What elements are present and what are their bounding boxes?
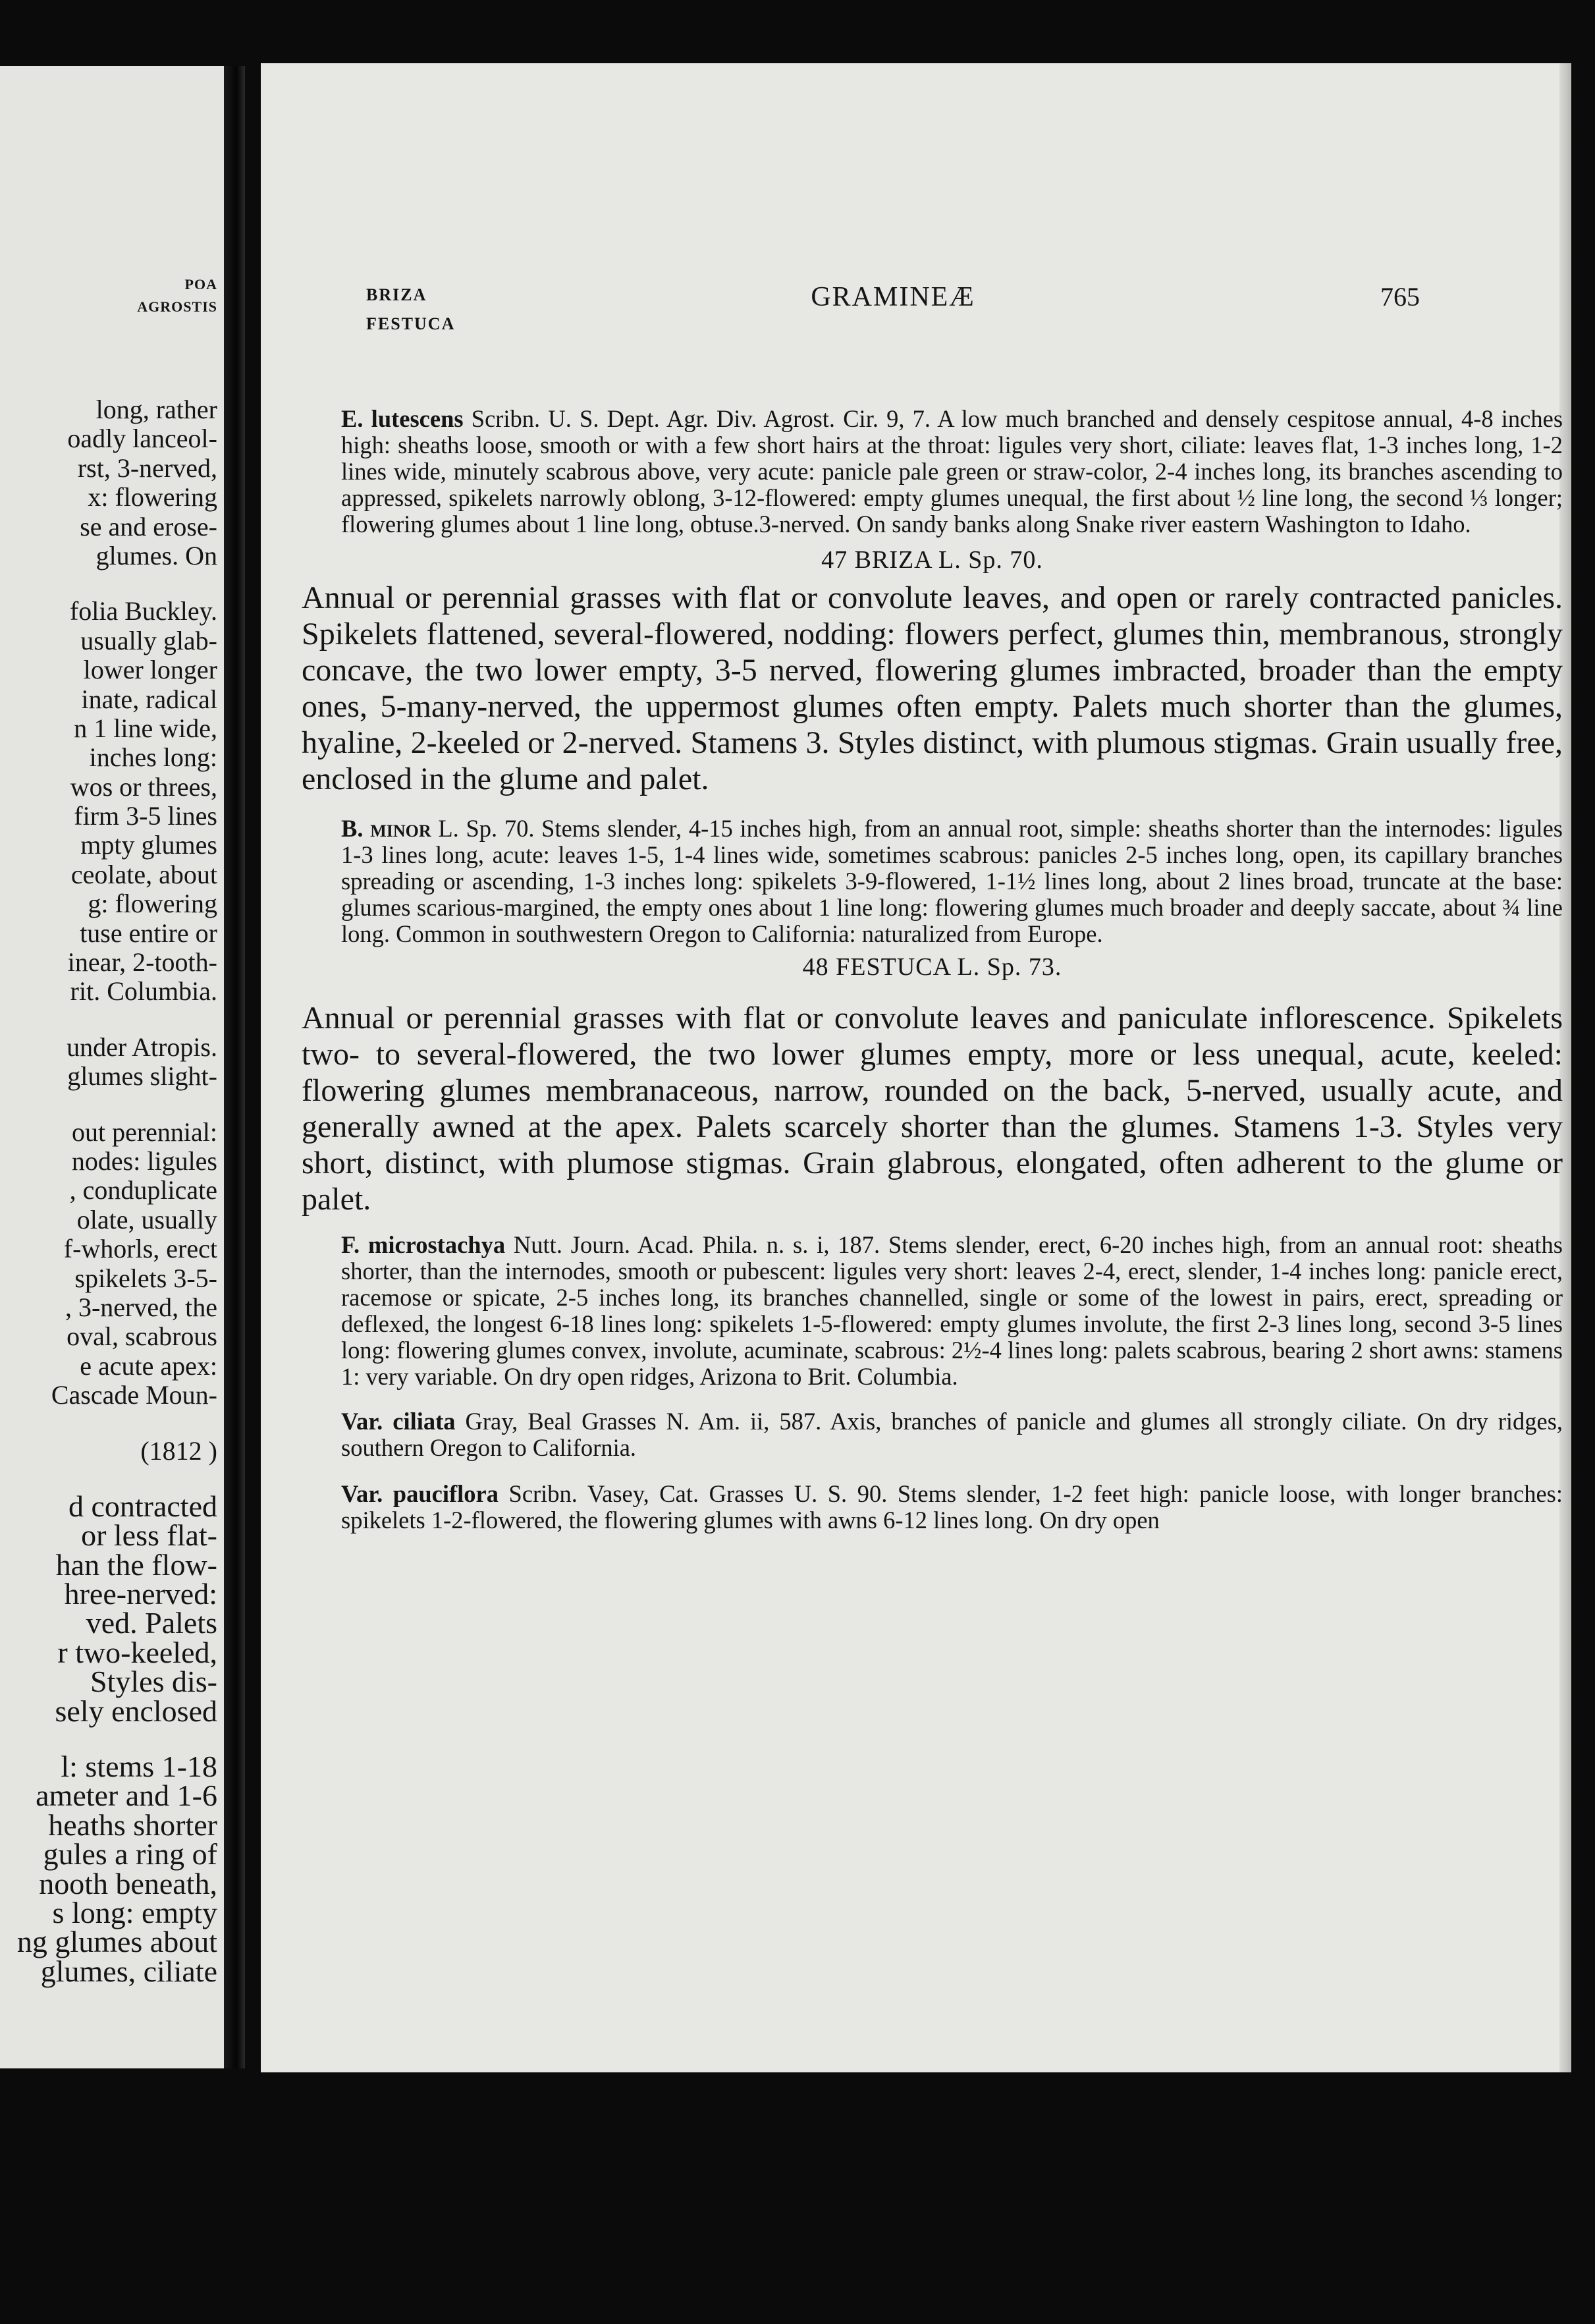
left-header-line: AGROSTIS — [137, 298, 217, 315]
left-page-line: inches long: — [89, 742, 217, 773]
left-page-line: out perennial: — [71, 1117, 217, 1147]
variety-text: Scribn. Vasey, Cat. Grasses U. S. 90. Stems slender, 1-2 feet high: panicle loose, with longer branches: spikelets 1-2-flowered, the flowering glumes with awns 6-12 lines long. On dry open — [341, 1480, 1563, 1534]
running-head-genus: FESTUCA — [366, 314, 456, 333]
left-page-gap — [0, 1410, 217, 1437]
left-header-line: POA — [184, 276, 217, 292]
page-number: 765 — [1380, 282, 1420, 312]
left-page-line: mpty glumes — [80, 830, 217, 860]
left-page-line: , 3-nerved, the — [65, 1292, 217, 1322]
left-page-line: n 1 line wide, — [74, 713, 217, 743]
left-page-line: se and erose- — [80, 511, 217, 541]
left-page-line: tuse entire or — [80, 918, 217, 948]
left-page-line: glumes, ciliate — [40, 1954, 217, 1988]
left-page-line: usually glab- — [80, 625, 217, 655]
left-page-line: x: flowering — [88, 482, 217, 512]
variety-entry-ciliata — [302, 1408, 1563, 1461]
variety-label: Var. — [341, 1480, 383, 1507]
species-entry-e-lutescens — [302, 406, 1563, 538]
running-head-title: GRAMINEÆ — [811, 282, 975, 312]
left-page-line: inear, 2-tooth- — [67, 947, 217, 978]
left-page-text — [0, 395, 217, 1986]
species-entry-b-minor — [302, 816, 1563, 947]
left-page-line: oval, scabrous — [67, 1321, 217, 1352]
left-page-line: ceolate, about — [70, 859, 217, 889]
genus-heading-festuca: 48 FESTUCA L. Sp. 73. — [802, 953, 1062, 981]
left-page-line: wos or threes, — [70, 771, 217, 802]
left-page-line: long, rather — [95, 395, 217, 424]
left-page-line: spikelets 3-5- — [74, 1263, 217, 1293]
left-page-line: heaths shorter — [48, 1808, 217, 1842]
left-page-line: sely enclosed — [55, 1694, 217, 1728]
left-page-gap — [0, 1726, 217, 1752]
species-label: B. — [341, 815, 364, 842]
left-page-line: gules a ring of — [43, 1837, 217, 1871]
species-name: microstachya — [367, 1231, 506, 1258]
left-page-line: firm 3-5 lines — [74, 801, 217, 831]
genus-heading-briza: 47 BRIZA L. Sp. 70. — [821, 546, 1043, 574]
left-page-line: lower longer — [83, 655, 217, 685]
running-head — [366, 281, 1420, 353]
left-page-line: glumes. On — [95, 540, 217, 570]
left-page-line: s long: empty — [52, 1895, 217, 1929]
left-page-gap — [0, 1007, 217, 1033]
species-text: Nutt. Journ. Acad. Phila. n. s. i, 187. Stems slender, erect, 6-20 inches high, from an annual root: sheaths shorter, than the internodes, smooth or pubescent: ligules very short: leaves 2-4, erect, slender, 1-4 inches long: panicle erect, racemose or spicate, 2-5 inches long, its branches channelled, single or some of the lowest in pairs, erect, spreading or deflexed, the longest 6-18 lines long: spikelets 1-5-flowered: empty glumes involute, the first 2-3 lines long, second 3-5 lines long: flowering glumes convex, involute, acuminate, scabrous: 2½-4 lines long: palets scabrous, bearing 2 short awns: stamens 1: very variable. On dry open ridges, Arizona to Brit. Columbia. — [341, 1231, 1563, 1390]
left-page-line: folia Buckley. — [69, 596, 217, 626]
left-page-line: f-whorls, erect — [63, 1234, 217, 1264]
genus-description-festuca: Annual or perennial grasses with flat or convolute leaves and paniculate inflorescence. Spikelets two- to several-flowered, the two lower glumes empty, more or less unequal, acute, keeled: flowering glumes membranaceous, narrow, rounded on the back, 5-nerved, usually acute, and generally awned at the apex. Palets scarcely shorter than the glumes. Stamens 1-3. Styles very short, distinct, with plumose stigmas. Grain glabrous, elongated, often adherent to the glume or palet. — [302, 1001, 1563, 1217]
left-page-line: e acute apex: — [80, 1350, 217, 1381]
running-head-genus: BRIZA — [366, 285, 427, 304]
left-page-running-head — [0, 273, 217, 318]
left-page-line: r two-keeled, — [57, 1635, 217, 1669]
variety-label: Var. — [341, 1408, 383, 1435]
species-name: lutescens — [371, 405, 464, 432]
left-page-line: ved. Palets — [86, 1606, 217, 1640]
species-entry-f-microstachya — [302, 1232, 1563, 1390]
book-gutter — [224, 66, 245, 2068]
left-page-line: han the flow- — [55, 1547, 217, 1582]
left-page-line: ng glumes about — [16, 1925, 217, 1959]
left-facing-page — [0, 66, 224, 2068]
left-page-line: Styles dis- — [90, 1665, 217, 1699]
left-page-line: hree-nerved: — [64, 1577, 217, 1611]
species-label: E. — [341, 405, 364, 432]
left-page-gap — [0, 570, 217, 597]
left-page-line: inate, radical — [81, 684, 217, 714]
left-page-line: rst, 3-nerved, — [77, 453, 217, 483]
species-text: Scribn. U. S. Dept. Agr. Div. Agrost. Cir. 9, 7. A low much branched and densely cespitose annual, 4-8 inches high: sheaths loose, smooth or with a few short hairs at the throat: ligules very short, ciliate: leaves flat, 1-3 inches long, 1-2 lines wide, minutely scabrous above, very acute: panicle pale green or straw-color, 2-4 inches long, its branches ascending to appressed, spikelets narrowly oblong, 3-12-flowered: empty glumes unequal, the first about ½ line long, the second ⅓ longer; flowering glumes about 1 line long, obtuse.3-nerved. On sandy banks along Snake river eastern Washington to Idaho. — [341, 405, 1563, 538]
species-text: L. Sp. 70. Stems slender, 4-15 inches high, from an annual root, simple: sheaths shorter than the internodes: ligules 1-3 lines long, acute: leaves 1-5, 1-4 lines wide, sometimes scabrous: panicles 2-5 inches long, open, its capillary branches spreading or ascending, 1-3 inches long: spikelets 3-9-flowered, 1-1½ lines long, about 2 lines broad, truncate at the base: glumes scarious-margined, the empty ones about 1 line long: flowering glumes much broader and deeply saccate, about ¾ line long. Common in southwestern Oregon to California: naturalized from Europe. — [341, 815, 1563, 947]
left-page-line: g: flowering — [88, 889, 217, 919]
left-page-line: d contracted — [68, 1489, 217, 1523]
left-page-line: oadly lanceol- — [67, 424, 217, 454]
left-page-line: olate, usually — [76, 1204, 217, 1234]
variety-name: ciliata — [392, 1408, 456, 1435]
genus-description-briza: Annual or perennial grasses with flat or convolute leaves, and open or rarely contracted panicles. Spikelets flattened, several-flowered, nodding: flowers perfect, glumes thin, membranous, strongly concave, the two lower empty, 3-5 nerved, flowering glumes imbracted, broader than the empty ones, 5-many-nerved, the uppermost glumes often empty. Palets much shorter than the glumes, hyaline, 2-keeled or 2-nerved. Stamens 3. Styles distinct, with plumous stigmas. Grain usually free, enclosed in the glume and palet. — [302, 580, 1563, 796]
left-page-line: l: stems 1-18 — [61, 1750, 217, 1784]
left-page-line: ameter and 1-6 — [36, 1779, 217, 1813]
left-page-line: , conduplicate — [69, 1175, 217, 1205]
left-page-line: nooth beneath, — [39, 1866, 217, 1900]
left-page-gap — [0, 1466, 217, 1492]
left-page-line: Cascade Moun- — [51, 1380, 217, 1410]
species-name: minor — [370, 815, 431, 842]
left-page-line: (1812 ) — [140, 1435, 217, 1466]
left-page-gap — [0, 1092, 217, 1118]
species-label: F. — [341, 1231, 360, 1258]
variety-name: pauciflora — [392, 1480, 499, 1507]
page-body — [302, 406, 1563, 1534]
book-page — [261, 63, 1571, 2072]
variety-text: Gray, Beal Grasses N. Am. ii, 587. Axis, branches of panicle and glumes all strongly ciliate. On dry ridges, southern Oregon to California. — [341, 1408, 1563, 1461]
left-page-line: nodes: ligules — [71, 1146, 217, 1176]
left-page-line: rit. Columbia. — [70, 976, 217, 1007]
left-page-line: glumes slight- — [67, 1061, 217, 1092]
left-page-line: or less flat- — [81, 1518, 217, 1553]
variety-entry-pauciflora — [302, 1481, 1563, 1534]
left-page-line: under Atropis. — [67, 1032, 217, 1062]
